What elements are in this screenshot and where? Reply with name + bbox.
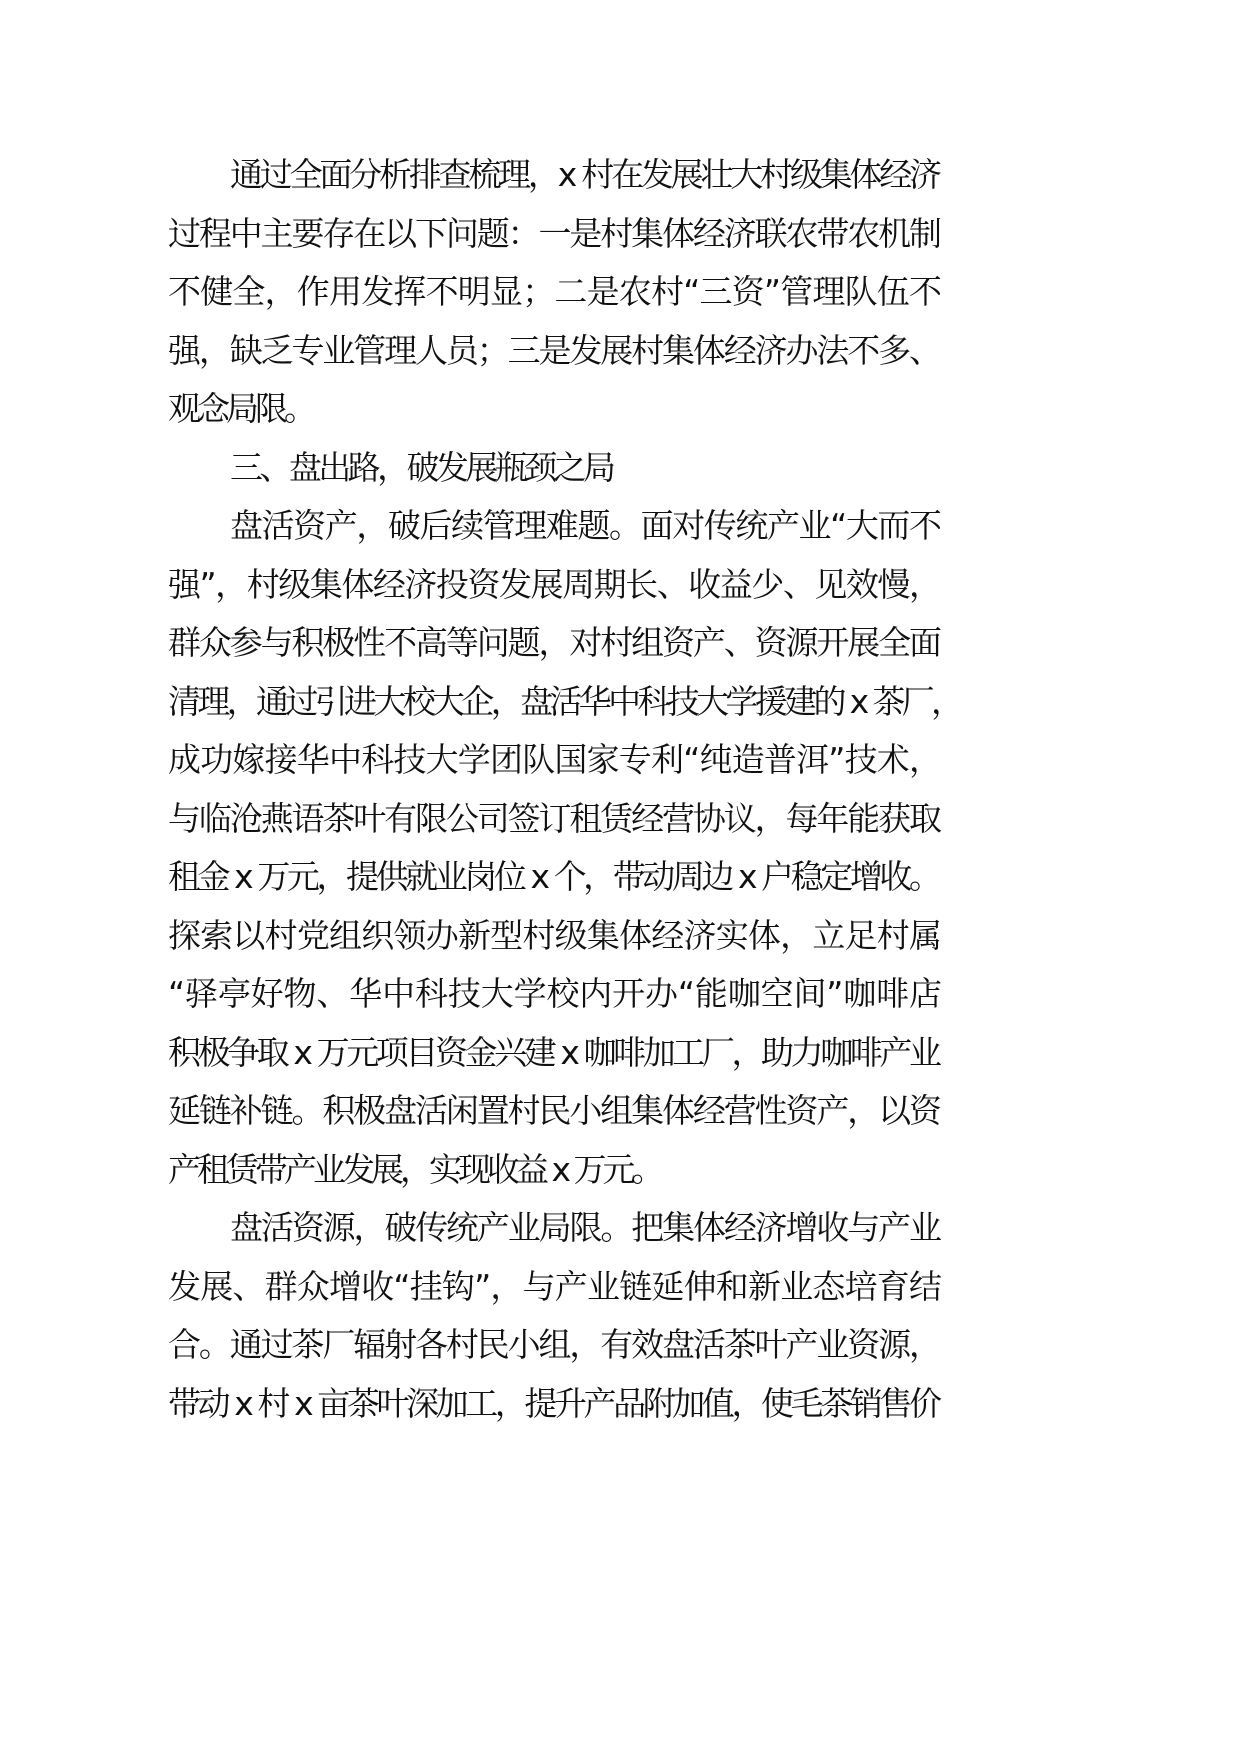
text-line: 发展、群众增收“挂钩”，与产业链延伸和新业态培育结 xyxy=(168,1267,942,1306)
text-line: 租金 x 万元，提供就业岗位 x 个，带动周边 x 户稳定增收。 xyxy=(168,857,939,896)
text-line: 通过全面分析排查梳理，x 村在发展壮大村级集体经济 xyxy=(230,155,939,194)
text-line: 积极争取 x 万元项目资金兴建 x 咖啡加工厂，助力咖啡产业 xyxy=(168,1033,939,1072)
text-line: 产租赁带产业发展，实现收益 x 万元。 xyxy=(168,1150,661,1189)
section-heading: 三、盘出路，破发展瓶颈之局 xyxy=(230,448,613,487)
text-line: 与临沧燕语茶叶有限公司签订租赁经营协议，每年能获取 xyxy=(168,799,940,838)
text-line: 强”，村级集体经济投资发展周期长、收益少、见效慢， xyxy=(168,565,941,604)
text-line: 群众参与积极性不高等问题，对村组资产、资源开展全面 xyxy=(168,623,940,662)
text-line: 过程中主要存在以下问题：一是村集体经济联农带农机制 xyxy=(168,214,940,253)
text-line: 强，缺乏专业管理人员；三是发展村集体经济办法不多、 xyxy=(168,331,940,370)
text-line: 带动 x 村 x 亩茶叶深加工，提升产品附加值，使毛茶销售价 xyxy=(168,1384,939,1423)
text-line: 探索以村党组织领办新型村级集体经济实体，立足村属 xyxy=(168,916,942,955)
text-line: 延链补链。积极盘活闲置村民小组集体经营性资产，以资 xyxy=(168,1091,940,1130)
text-line: 观念局限。 xyxy=(168,389,313,428)
text-line: 盘活资源，破传统产业局限。把集体经济增收与产业 xyxy=(230,1208,940,1247)
text-line: 成功嫁接华中科技大学团队国家专利“纯造普洱”技术， xyxy=(168,740,942,779)
text-line: 不健全，作用发挥不明显；二是农村“三资”管理队伍不 xyxy=(168,272,942,311)
text-line: 盘活资产，破后续管理难题。面对传统产业“大而不 xyxy=(230,506,941,545)
text-line: “驿亭好物、华中科技大学校内开办“能咖空间”咖啡店 xyxy=(168,974,942,1013)
text-line: 清理，通过引进大校大企，盘活华中科技大学援建的 x 茶厂， xyxy=(168,682,961,721)
text-line: 合。通过茶厂辐射各村民小组，有效盘活茶叶产业资源， xyxy=(168,1325,940,1364)
